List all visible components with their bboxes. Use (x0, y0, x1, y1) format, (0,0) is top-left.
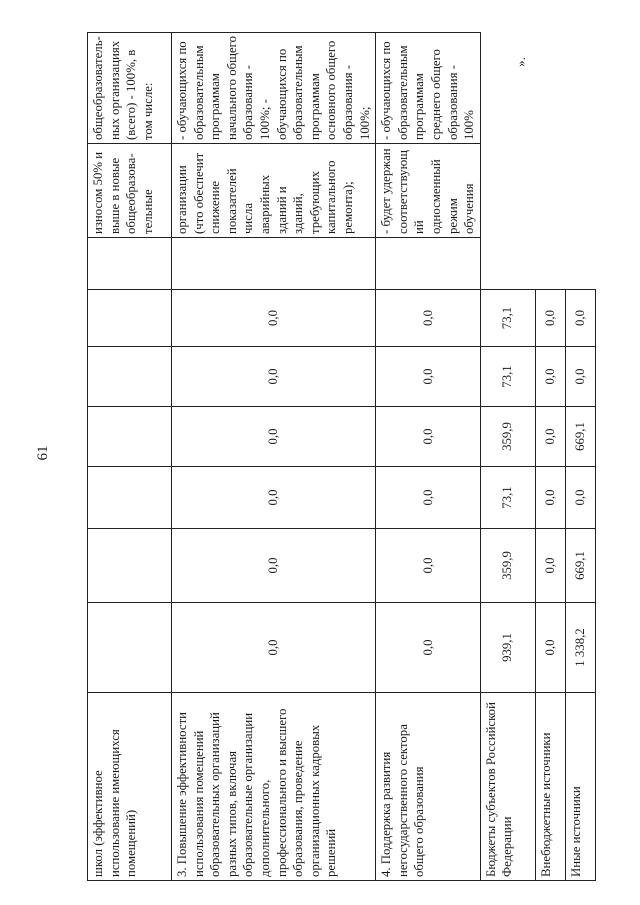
value-cell: 939,1 (480, 603, 535, 693)
result-cell: - обучающихся по образовательным программам начального общего образования - 100%; - обучающихся по образовательным программам основного общего образования - 100%; (172, 33, 376, 144)
value-cell: 0,0 (565, 467, 595, 529)
value-cell (376, 238, 481, 290)
closing-quote: ». (513, 57, 528, 67)
target-cell: организации (что обеспечит снижение показателей числа аварийных зданий и зданий, требующих капитального ремонта); (172, 144, 376, 238)
target-cell: - будет удержан соответствующий односменный режим обучения (376, 144, 481, 238)
value-cell: 0,0 (376, 347, 481, 407)
table-row (88, 33, 172, 881)
value-cell: 73,1 (480, 467, 535, 529)
value-cell: 0,0 (376, 529, 481, 603)
value-cell: 0,0 (172, 467, 376, 529)
value-cell: 0,0 (565, 347, 595, 407)
table-row (535, 33, 565, 881)
row-name: 3. Повышение эффективности использования помещений образовательных организаций разных типов, включая образовательные организации дополнительного, профессионального и высшего образования, проведение организационных кадровых решений (172, 693, 376, 881)
value-cell: 0,0 (535, 290, 565, 347)
value-cell (88, 407, 172, 467)
empty-cell (565, 33, 595, 290)
value-cell: 0,0 (172, 407, 376, 467)
value-cell: 0,0 (376, 290, 481, 347)
value-cell: 0,0 (535, 407, 565, 467)
value-cell: 0,0 (535, 603, 565, 693)
value-cell: 359,9 (480, 529, 535, 603)
empty-cell (535, 33, 565, 290)
row-name: Бюджеты субъектов Российской Федерации (480, 693, 535, 881)
value-cell: 1 338,2 (565, 603, 595, 693)
table-row (172, 33, 376, 881)
row-name: Иные источники (565, 693, 595, 881)
value-cell (88, 347, 172, 407)
table-row (376, 33, 481, 881)
target-cell: износом 50% и выше в новые общеобразова-тельные (88, 144, 172, 238)
value-cell (88, 290, 172, 347)
result-cell: - обучающихся по образовательным программам среднего общего образования - 100% (376, 33, 481, 144)
row-name: школ (эффективное использование имеющихся помещений) (88, 693, 172, 881)
result-cell: общеобразователь-ных организациях (всего) - 100%, в том числе: (88, 33, 172, 144)
value-cell: 0,0 (535, 467, 565, 529)
value-cell: 0,0 (172, 529, 376, 603)
value-cell: 0,0 (172, 347, 376, 407)
value-cell (88, 467, 172, 529)
table-row (565, 33, 595, 881)
value-cell: 0,0 (376, 407, 481, 467)
empty-cell (480, 33, 535, 290)
value-cell (172, 238, 376, 290)
value-cell: 0,0 (535, 529, 565, 603)
row-name: 4. Поддержка развития негосударственного сектора общего образования (376, 693, 481, 881)
value-cell: 0,0 (565, 290, 595, 347)
value-cell: 73,1 (480, 347, 535, 407)
value-cell: 0,0 (172, 290, 376, 347)
value-cell: 0,0 (376, 603, 481, 693)
value-cell (88, 238, 172, 290)
rotated-table-container (87, 33, 587, 881)
value-cell: 669,1 (565, 529, 595, 603)
value-cell (88, 529, 172, 603)
measures-table (87, 32, 596, 881)
value-cell: 0,0 (172, 603, 376, 693)
value-cell (88, 603, 172, 693)
page-number: 61 (35, 445, 51, 461)
row-name: Внебюджетные источники (535, 693, 565, 881)
value-cell: 669,1 (565, 407, 595, 467)
value-cell: 0,0 (376, 467, 481, 529)
table-row (480, 33, 535, 881)
value-cell: 73,1 (480, 290, 535, 347)
value-cell: 359,9 (480, 407, 535, 467)
value-cell: 0,0 (535, 347, 565, 407)
